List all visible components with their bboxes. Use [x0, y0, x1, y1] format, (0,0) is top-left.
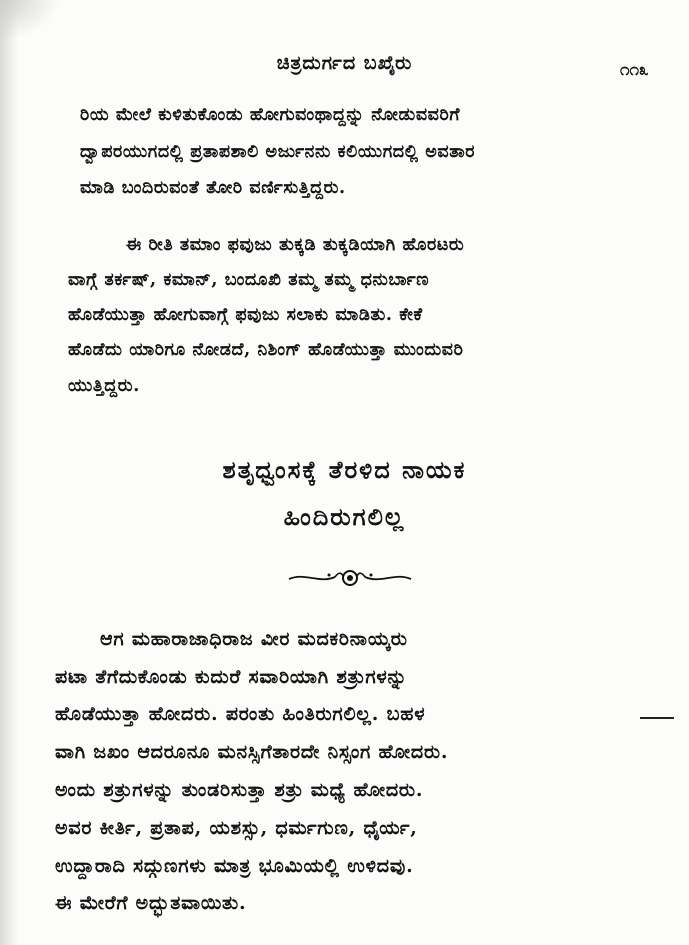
margin-mark [640, 717, 674, 719]
paragraph3-line: ಪಟಾ ತೆಗೆದುಕೊಂಡು ಕುದುರೆ ಸವಾರಿಯಾಗಿ ಶತ್ರುಗಳನ್ನು [55, 666, 408, 688]
page-number: ೧೧೩ [620, 60, 649, 80]
paragraph3-line: ಹೊಡೆಯುತ್ತಾ ಹೋದರು. ಪರಂತು ಹಿಂತಿರುಗಲಿಲ್ಲ. ಬಹಳ [55, 703, 426, 725]
paragraph1-line: ಮಾಡಿ ಬಂದಿರುವಂತೆ ತೋರಿ ವರ್ಣಿಸುತ್ತಿದ್ದರು. [80, 178, 346, 198]
scan-corner-shadow [0, 0, 60, 40]
paragraph2-line: ಹೊಡೆದು ಯಾರಿಗೂ ನೋಡದೆ, ನಿಶಿಂಗ್ ಹೊಡೆಯುತ್ತಾ ಮುಂದುವರಿ [68, 340, 464, 360]
paragraph2-line: ಹೊಡೆಯುತ್ತಾ ಹೋಗುವಾಗ್ಗೆ ಫವುಜು ಸಲಾಕು ಮಾಡಿತು. ಕೇಕೆ [68, 305, 423, 325]
paragraph3-line: ಅಂದು ಶತ್ರುಗಳನ್ನು ತುಂಡರಿಸುತ್ತಾ ಶತ್ರು ಮಧ್ಯೆ ಹೋದರು. [55, 779, 424, 801]
running-title: ಚಿತ್ರದುರ್ಗದ ಬಖೈರು [276, 52, 413, 74]
paragraph3-line: ಈ ಮೇರೆಗೆ ಅದ್ಭುತವಾಯಿತು. [55, 892, 247, 914]
paragraph2-line: ಯುತ್ತಿದ್ದರು. [68, 376, 140, 396]
ornament-divider [285, 566, 415, 590]
section-heading-line1: ಶತೃಧ್ವಂಸಕ್ಕೆ ತೆರಳಿದ ನಾಯಕ [222, 455, 467, 484]
section-heading-line2: ಹಿಂದಿರುಗಲಿಲ್ಲ [283, 502, 406, 531]
paragraph2-line: ವಾಗ್ಗೆ ತರ್ಕಷ್, ಕಮಾನ್, ಬಂದೂಖಿ ತಮ್ಮ ತಮ್ಮ ಧನುರ್ಬಾಣ [68, 270, 430, 290]
paragraph3-line: ಉದ್ದಾರಾದಿ ಸದ್ಗುಣಗಳು ಮಾತ್ರ ಭೂಮಿಯಲ್ಲಿ ಉಳಿದವು. [55, 855, 414, 877]
paragraph1-line: ದ್ವಾಪರಯುಗದಲ್ಲಿ ಪ್ರತಾಪಶಾಲಿ ಅರ್ಜುನನು ಕಲಿಯುಗದಲ್ಲಿ ಅವತಾರ [80, 142, 476, 162]
paragraph3-line: ಆಗ ಮಹಾರಾಜಾಧಿರಾಜ ವೀರ ಮದಕರಿನಾಯ್ಕರು [100, 628, 408, 650]
paragraph3-line: ವಾಗಿ ಜಖಂ ಆದರೂನೂ ಮನಸ್ಸಿಗೆತಾರದೇ ನಿಸ್ಸಂಗ ಹೋದರು. [55, 741, 449, 763]
paragraph1-line: ರಿಯ ಮೇಲೆ ಕುಳಿತುಕೊಂಡು ಹೋಗುವಂಥಾದ್ದನ್ನು ನೋಡುವವರಿಗೆ [80, 105, 461, 125]
paragraph2-line: ಈ ರೀತಿ ತಮಾಂ ಫವುಜು ತುಕ್ಕಡಿ ತುಕ್ಕಡಿಯಾಗಿ ಹೊರಟರು [126, 235, 465, 255]
paragraph3-line: ಅವರ ಕೀರ್ತಿ, ಪ್ರತಾಪ, ಯಶಸ್ಸು, ಧರ್ಮಗುಣ, ಧೈರ್ಯ, [55, 817, 418, 839]
